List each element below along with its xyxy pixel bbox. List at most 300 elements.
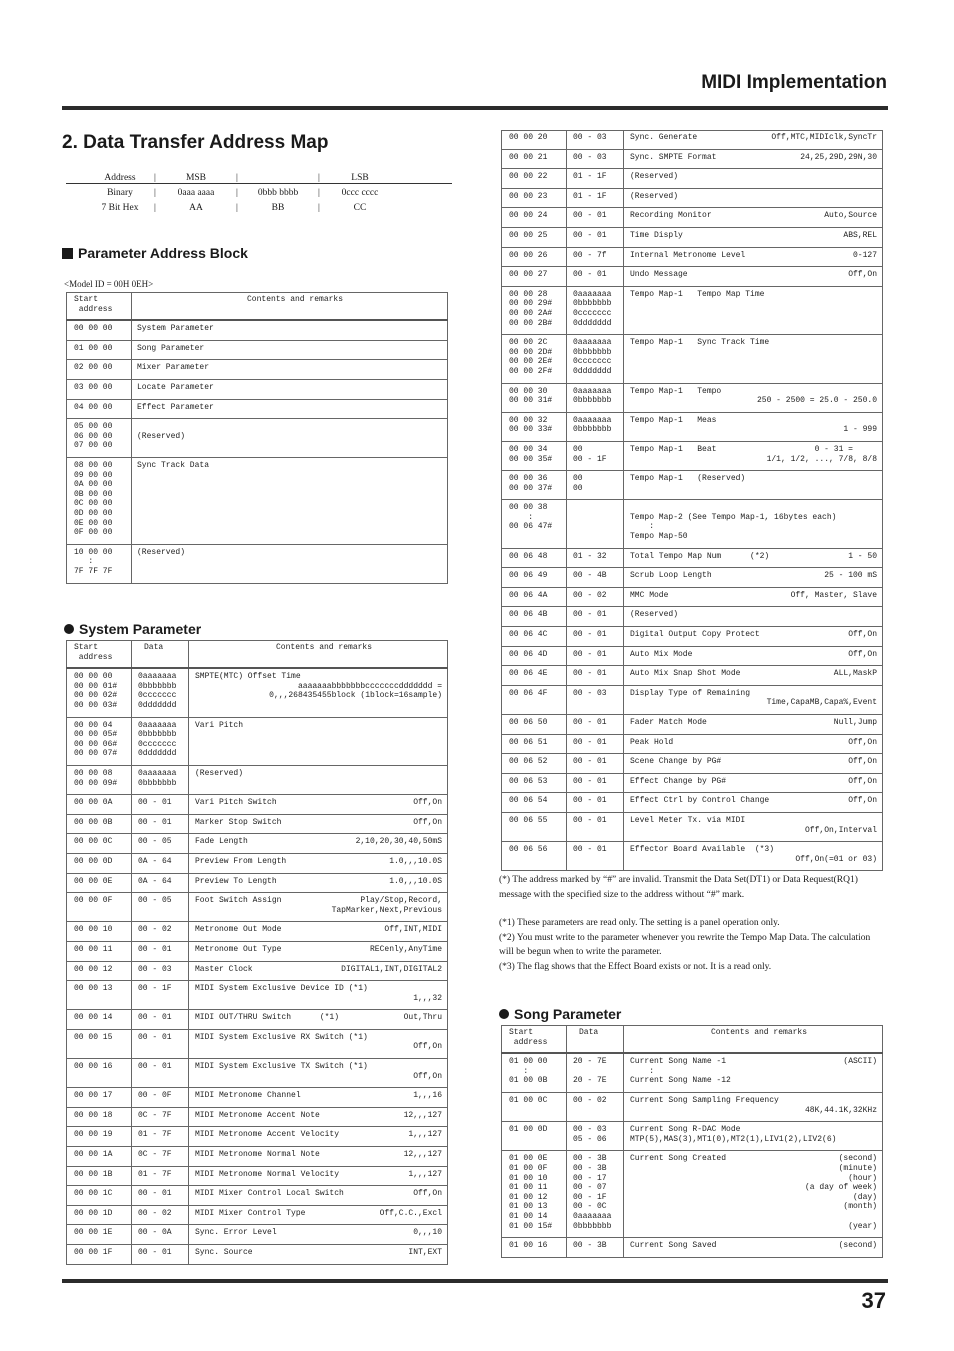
table-right-border — [447, 1245, 448, 1264]
table-row — [501, 647, 883, 667]
table-right-border — [882, 842, 883, 870]
contents-cell: Tempo Map-1 Beat — [630, 444, 717, 454]
table-left-border — [66, 1030, 67, 1058]
table-left-border — [501, 500, 502, 547]
column-divider — [566, 1025, 567, 1052]
column-divider — [566, 228, 567, 247]
table-row — [501, 287, 883, 335]
column-divider — [566, 793, 567, 812]
table-right-border — [882, 735, 883, 754]
column-divider — [131, 1127, 132, 1146]
data-cell: 00 - 03 05 - 06 — [573, 1125, 607, 1144]
column-divider — [623, 384, 624, 412]
table-row — [501, 715, 883, 735]
contents-cell: Tempo Map-1 (Reserved) — [630, 474, 746, 484]
column-header: Data — [579, 1028, 599, 1037]
column-divider — [131, 1108, 132, 1127]
data-cell: 0aaaaaaa 0bbbbbbb 0ccccccc 0ddddddd — [573, 289, 612, 328]
address-cell: 00 00 10 — [74, 925, 113, 935]
column-divider — [131, 795, 132, 814]
column-divider — [566, 666, 567, 685]
table-row — [501, 588, 883, 608]
column-divider — [566, 287, 567, 334]
table-row — [66, 1088, 448, 1108]
table-row — [501, 413, 883, 442]
column-divider — [623, 169, 624, 188]
address-cell: 00 00 15 — [74, 1032, 113, 1042]
column-divider — [566, 1238, 567, 1257]
column-divider — [188, 669, 189, 716]
contents-cell: MIDI System Exclusive TX Switch (*1) — [195, 1062, 368, 1072]
table-left-border — [66, 834, 67, 853]
table-row — [501, 471, 883, 500]
footnote-1: (*1) These parameters are read only. The setting is a panel operation only. — [499, 918, 780, 928]
table-row — [66, 1010, 448, 1030]
table-row — [66, 1206, 448, 1226]
table-row — [501, 1238, 883, 1258]
contents-cell: MIDI Metronome Normal Velocity — [195, 1169, 340, 1179]
table-row — [66, 942, 448, 962]
contents-cell: Tempo Map-1 Tempo Map Time — [630, 289, 765, 299]
table-left-border — [501, 1151, 502, 1237]
table-right-border — [882, 549, 883, 568]
column-divider — [188, 834, 189, 853]
address-cell: 03 00 00 — [74, 382, 113, 392]
table-left-border — [66, 360, 67, 379]
table-left-border — [66, 942, 67, 961]
column-divider — [623, 248, 624, 267]
column-divider — [623, 1122, 624, 1150]
table-row — [66, 922, 448, 942]
remark-cell: Off,On — [848, 737, 877, 747]
remark-cell: Time,CapaMB,Capa%,Event — [766, 698, 877, 708]
remark-cell: Off,On — [848, 776, 877, 786]
table-right-border — [882, 1054, 883, 1092]
table-row — [501, 384, 883, 413]
data-cell: 00 - 01 — [573, 270, 607, 280]
table-row — [66, 854, 448, 874]
table-left-border — [66, 874, 67, 893]
remark-cell: Off,On — [848, 270, 877, 280]
table-right-border — [882, 1151, 883, 1237]
table-row — [66, 669, 448, 717]
data-cell: 01 - 7F — [138, 1130, 172, 1140]
address-cell: 00 00 21 — [509, 152, 548, 162]
column-divider — [623, 842, 624, 870]
column-divider — [188, 1030, 189, 1058]
data-cell: 00 - 4B — [573, 571, 607, 581]
address-cell: 08 00 00 09 00 00 0A 00 00 0B 00 00 0C 00 00 0D 00 00 0E 00 00 0F 00 00 — [74, 460, 113, 538]
contents-cell: Current Song R-DAC Mode MTP(5),MAS(3),MT1(0),MT2(1),LIV1(2),LIV2(6) — [630, 1125, 837, 1144]
table-left-border — [66, 321, 67, 340]
address-cell: 00 06 54 — [509, 796, 548, 806]
address-cell: 01 00 0E 01 00 0F 01 00 10 01 00 11 01 00 12 01 00 13 01 00 14 01 00 15# — [509, 1154, 553, 1231]
contents-cell: MIDI Metronome Accent Velocity — [195, 1130, 340, 1140]
data-cell: 0C - 7F — [138, 1150, 172, 1160]
format-value: 0bbb bbbb — [257, 187, 299, 198]
remark-cell: 1 - 999 — [843, 425, 877, 435]
table-right-border — [882, 442, 883, 470]
column-divider — [188, 815, 189, 834]
contents-cell: (Reserved) — [195, 768, 244, 778]
remark-cell: (second) — [838, 1241, 877, 1251]
address-cell: 00 00 11 — [74, 944, 113, 954]
table-right-border — [447, 341, 448, 360]
column-divider — [623, 568, 624, 587]
table-left-border — [501, 774, 502, 793]
address-cell: 00 00 24 — [509, 211, 548, 221]
table-left-border — [501, 793, 502, 812]
address-cell: 00 06 4B — [509, 610, 548, 620]
address-cell: 00 00 13 — [74, 984, 113, 994]
column-divider — [188, 1088, 189, 1107]
address-cell: 00 00 17 — [74, 1091, 113, 1101]
table-row — [501, 1122, 883, 1151]
data-cell: 0aaaaaaa 0bbbbbbb — [573, 415, 612, 435]
column-divider — [566, 588, 567, 607]
param-block-title: Parameter Address Block — [78, 245, 248, 261]
table-left-border — [66, 1108, 67, 1127]
address-cell: 00 00 1B — [74, 1169, 113, 1179]
table-left-border — [501, 607, 502, 626]
data-cell: 0A - 64 — [138, 876, 172, 886]
table-right-border — [447, 893, 448, 921]
system-parameter-table-continued — [501, 130, 883, 871]
table-right-border — [882, 169, 883, 188]
contents-cell: Vari Pitch Switch — [195, 798, 277, 808]
column-header: Data — [144, 643, 164, 652]
address-cell: 00 00 18 — [74, 1110, 113, 1120]
column-divider — [188, 1186, 189, 1205]
remark-cell: 0,,,10 — [413, 1228, 442, 1238]
table-right-border — [882, 813, 883, 841]
column-divider — [623, 1054, 624, 1092]
data-cell: 00 - 01 — [573, 776, 607, 786]
address-cell: 00 00 26 — [509, 250, 548, 260]
table-row — [66, 400, 448, 420]
column-divider — [566, 627, 567, 646]
column-divider — [566, 1151, 567, 1237]
table-left-border — [66, 854, 67, 873]
table-left-border — [501, 627, 502, 646]
table-right-border — [447, 1010, 448, 1029]
address-cell: 00 00 25 — [509, 230, 548, 240]
table-left-border — [501, 813, 502, 841]
column-divider — [188, 1167, 189, 1186]
data-cell: 00 - 01 — [573, 815, 607, 825]
table-left-border — [66, 341, 67, 360]
column-divider — [566, 549, 567, 568]
table-left-border — [66, 815, 67, 834]
column-divider — [131, 718, 132, 765]
contents-cell: (Reserved) — [630, 610, 679, 620]
column-divider — [131, 341, 132, 360]
column-divider — [623, 735, 624, 754]
column-divider — [131, 458, 132, 544]
contents-cell: System Parameter — [137, 324, 214, 334]
contents-cell: Total Tempo Map Num (*2) — [630, 551, 770, 561]
data-cell: 0aaaaaaa 0bbbbbbb 0ccccccc 0ddddddd — [138, 720, 177, 759]
address-cell: 04 00 00 — [74, 402, 113, 412]
column-divider — [188, 1206, 189, 1225]
table-left-border — [501, 568, 502, 587]
remark-cell: Auto,Source — [824, 211, 877, 221]
contents-cell: Effector Board Available (*3) — [630, 845, 775, 855]
table-row — [501, 666, 883, 686]
address-cell: 00 00 36 00 00 37# — [509, 474, 553, 493]
contents-cell: Metronome Out Type — [195, 944, 282, 954]
contents-cell: MIDI Mixer Control Local Switch — [195, 1189, 344, 1199]
data-cell: 00 - 01 — [138, 1013, 172, 1023]
address-cell: 00 00 12 — [74, 964, 113, 974]
table-row — [66, 893, 448, 922]
format-label: Address — [104, 172, 136, 183]
column-divider — [131, 400, 132, 419]
column-header: Contents and remarks — [276, 643, 373, 652]
remark-cell: ALL,MaskP — [833, 669, 877, 679]
table-right-border — [882, 335, 883, 382]
address-cell: 00 06 4E — [509, 669, 548, 679]
column-divider — [566, 686, 567, 714]
contents-cell: (Reserved) — [137, 547, 186, 557]
address-cell: 00 06 51 — [509, 737, 548, 747]
contents-cell: Effect Change by PG# — [630, 776, 727, 786]
header-title: MIDI Implementation — [701, 72, 887, 93]
data-cell: 00 - 01 — [138, 798, 172, 808]
table-row — [66, 545, 448, 584]
contents-cell: Display Type of Remaining — [630, 688, 751, 698]
table-left-border — [501, 248, 502, 267]
table-row — [66, 874, 448, 894]
column-divider — [623, 208, 624, 227]
column-divider — [623, 1093, 624, 1121]
remark-cell: Off,On — [413, 798, 442, 808]
table-right-border — [447, 669, 448, 716]
contents-cell: MIDI System Exclusive Device ID (*1) — [195, 984, 368, 994]
column-divider — [131, 766, 132, 794]
column-divider — [566, 842, 567, 870]
column-divider — [566, 189, 567, 208]
table-right-border — [882, 208, 883, 227]
contents-cell: Preview To Length — [195, 876, 277, 886]
table-right-border — [447, 1127, 448, 1146]
column-divider — [131, 874, 132, 893]
data-cell: 00 - 03 — [573, 688, 607, 698]
table-left-border — [66, 795, 67, 814]
table-left-border — [501, 588, 502, 607]
footnotes — [499, 873, 887, 974]
table-left-border — [501, 735, 502, 754]
column-divider — [131, 1167, 132, 1186]
column-divider — [131, 1206, 132, 1225]
table-right-border — [882, 287, 883, 334]
column-divider — [131, 292, 132, 319]
column-divider — [566, 169, 567, 188]
column-divider — [188, 1108, 189, 1127]
contents-cell: Scrub Loop Length — [630, 571, 712, 581]
address-cell: 00 00 00 — [74, 324, 113, 334]
table-left-border — [501, 208, 502, 227]
column-divider — [131, 942, 132, 961]
column-divider — [188, 795, 189, 814]
table-row — [501, 774, 883, 794]
column-divider — [131, 1030, 132, 1058]
column-divider — [566, 735, 567, 754]
data-cell: 00 - 3B — [573, 1241, 607, 1251]
table-right-border — [447, 360, 448, 379]
contents-cell: MIDI Metronome Channel — [195, 1091, 301, 1101]
column-divider — [188, 942, 189, 961]
remark-cell: Off,On — [848, 757, 877, 767]
contents-cell: Peak Hold — [630, 737, 674, 747]
table-row — [501, 228, 883, 248]
table-right-border — [447, 545, 448, 583]
column-header: Contents and remarks — [711, 1028, 808, 1037]
column-header: Contents and remarks — [247, 295, 344, 304]
data-cell: 00 - 1F — [138, 984, 172, 994]
table-left-border — [66, 1147, 67, 1166]
table-row — [66, 1225, 448, 1245]
column-divider — [131, 815, 132, 834]
format-separator: | — [318, 187, 320, 198]
table-right-border — [882, 647, 883, 666]
format-separator: | — [236, 172, 238, 183]
table-left-border — [66, 962, 67, 981]
data-cell: 01 - 1F — [573, 172, 607, 182]
data-cell: 00 - 01 — [573, 610, 607, 620]
column-divider — [188, 854, 189, 873]
contents-cell: Effect Parameter — [137, 402, 214, 412]
remark-cell: Off,MTC,MIDIclk,SyncTr — [771, 133, 877, 142]
data-cell: 00 - 03 — [138, 964, 172, 974]
data-cell: 00 - 01 — [138, 817, 172, 827]
table-left-border — [66, 893, 67, 921]
address-cell: 05 00 00 06 00 00 07 00 00 — [74, 422, 113, 451]
column-header: Start address — [74, 643, 113, 662]
data-cell: 0aaaaaaa 0bbbbbbb — [138, 768, 177, 788]
data-cell: 00 - 7f — [573, 250, 607, 260]
table-right-border — [447, 400, 448, 419]
column-divider — [566, 384, 567, 412]
column-divider — [623, 471, 624, 499]
table-left-border — [501, 549, 502, 568]
data-cell: 00 00 - 1F — [573, 444, 607, 464]
format-row — [88, 185, 398, 200]
column-divider — [566, 754, 567, 773]
column-divider — [623, 647, 624, 666]
column-divider — [131, 1186, 132, 1205]
address-cell: 00 06 48 — [509, 551, 548, 561]
format-value: MSB — [185, 172, 207, 183]
address-cell: 00 00 1D — [74, 1208, 113, 1218]
column-divider — [623, 189, 624, 208]
table-right-border — [447, 942, 448, 961]
data-cell: 00 - 03 — [573, 152, 607, 162]
table-right-border — [882, 130, 883, 149]
address-cell: 00 00 22 — [509, 172, 548, 182]
table-row — [66, 962, 448, 982]
remark-cell: INT,EXT — [408, 1248, 442, 1257]
table-row — [501, 442, 883, 471]
contents-cell: Current Song Created — [630, 1154, 727, 1164]
circle-bullet-icon — [499, 1009, 509, 1019]
address-cell: 00 06 49 — [509, 571, 548, 581]
contents-cell: Internal Metronome Level — [630, 250, 746, 260]
table-right-border — [447, 458, 448, 544]
table-right-border — [882, 774, 883, 793]
column-divider — [623, 1238, 624, 1257]
address-cell: 00 06 4C — [509, 630, 548, 640]
table-right-border — [882, 1093, 883, 1121]
column-divider — [623, 1025, 624, 1052]
column-divider — [131, 419, 132, 457]
table-left-border — [501, 842, 502, 870]
column-divider — [623, 774, 624, 793]
address-cell: 00 06 53 — [509, 776, 548, 786]
column-divider — [623, 267, 624, 286]
column-divider — [188, 922, 189, 941]
column-divider — [623, 150, 624, 169]
table-row — [66, 419, 448, 458]
table-left-border — [66, 1186, 67, 1205]
table-row — [66, 458, 448, 545]
data-cell: 00 - 01 — [573, 211, 607, 221]
contents-cell: Song Parameter — [137, 343, 205, 353]
table-left-border — [501, 754, 502, 773]
column-divider — [566, 1054, 567, 1092]
table-right-border — [882, 715, 883, 734]
address-cell: 00 00 2C 00 00 2D# 00 00 2E# 00 00 2F# — [509, 338, 553, 376]
contents-cell: Sync Track Data — [137, 460, 210, 470]
column-divider — [131, 981, 132, 1009]
data-cell: 00 - 01 — [573, 230, 607, 240]
remark-cell: RECenly,AnyTime — [369, 944, 442, 954]
data-cell: 00 - 0F — [138, 1091, 172, 1101]
address-cell: 00 00 1A — [74, 1150, 113, 1160]
remark-cell: 1,,,16 — [413, 1091, 442, 1101]
table-right-border — [447, 380, 448, 399]
table-right-border — [447, 981, 448, 1009]
table-row — [66, 360, 448, 380]
address-cell: 00 00 32 00 00 33# — [509, 415, 553, 435]
column-divider — [566, 1122, 567, 1150]
remark-cell: Off,On — [413, 1042, 442, 1052]
table-right-border — [882, 471, 883, 499]
table-row — [501, 335, 883, 383]
param-address-block-table — [66, 292, 448, 584]
table-left-border — [66, 292, 67, 319]
table-left-border — [501, 1238, 502, 1257]
remark-cell: Null,Jump — [833, 718, 877, 728]
table-left-border — [501, 189, 502, 208]
column-divider — [188, 640, 189, 667]
contents-cell: Tempo Map-1 Sync Track Time — [630, 338, 770, 348]
data-cell: 00 - 02 — [573, 590, 607, 600]
table-left-border — [66, 1010, 67, 1029]
column-divider — [566, 1093, 567, 1121]
address-cell: 00 00 27 — [509, 270, 548, 280]
contents-cell: (Reserved) — [137, 431, 186, 441]
table-right-border — [882, 500, 883, 547]
table-right-border — [447, 1206, 448, 1225]
contents-cell: Tempo Map-1 Tempo — [630, 386, 722, 396]
table-row — [66, 1186, 448, 1206]
column-divider — [623, 793, 624, 812]
table-right-border — [882, 228, 883, 247]
table-row — [66, 815, 448, 835]
song-param-title: Song Parameter — [514, 1006, 622, 1022]
data-cell: 20 - 7E 20 - 7E — [573, 1057, 607, 1086]
